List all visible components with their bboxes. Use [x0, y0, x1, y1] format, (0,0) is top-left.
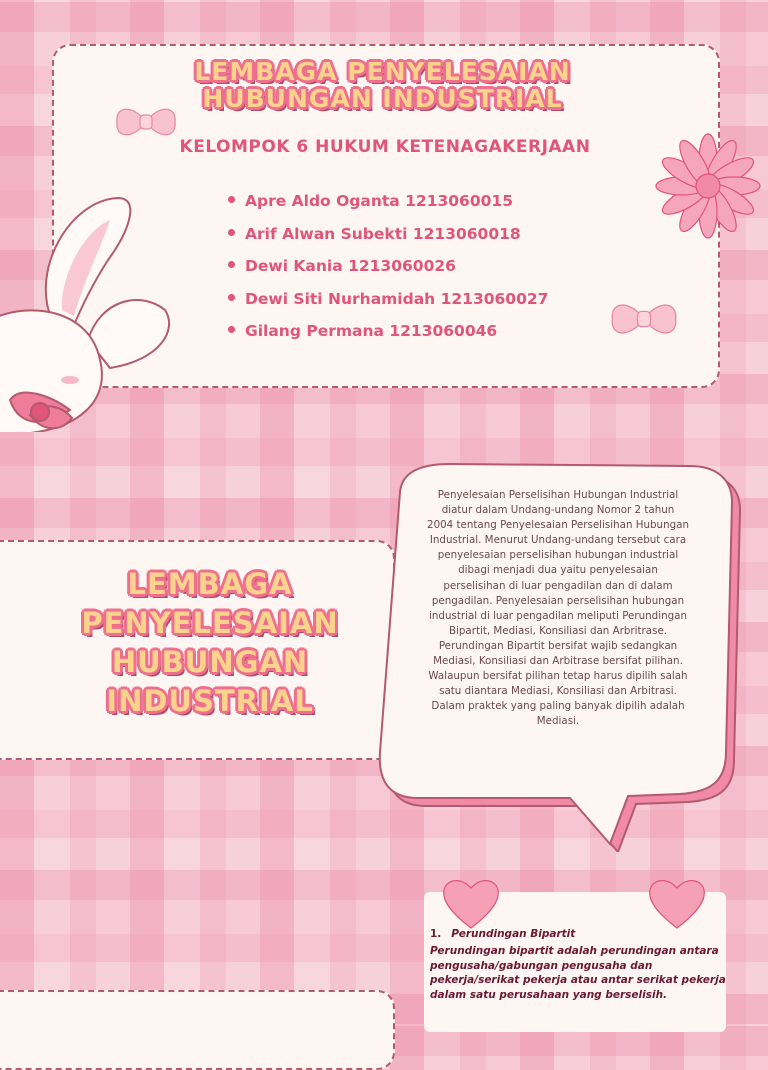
bottom-card — [0, 990, 395, 1070]
slide2-title: LEMBAGA PENYELESAIAN HUBUNGAN INDUSTRIAL — [81, 567, 339, 718]
list-item: Apre Aldo Oganta 1213060015 — [228, 185, 548, 218]
heart-icon — [646, 874, 708, 932]
flower-icon — [650, 128, 766, 244]
cover-title: LEMBAGA PENYELESAIAN HUBUNGAN INDUSTRIAL — [194, 57, 571, 113]
bow-icon — [608, 295, 680, 343]
bullet-icon — [228, 326, 235, 333]
group-subtitle: KELOMPOK 6 HUKUM KETENAGAKERJAAN — [179, 137, 591, 157]
list-item: Dewi Kania 1213060026 — [228, 250, 548, 283]
list-item: Arif Alwan Subekti 1213060018 — [228, 218, 548, 251]
bunny-illustration — [0, 190, 180, 432]
heart-icon — [440, 874, 502, 932]
member-list — [228, 185, 548, 348]
list-item: Gilang Permana 1213060046 — [228, 315, 548, 348]
bullet-icon — [228, 294, 235, 301]
bullet-icon — [228, 261, 235, 268]
bullet-icon — [228, 229, 235, 236]
description-paragraph: Penyelesaian Perselisihan Hubungan Industrial diatur dalam Undang-undang Nomor 2 tahun 2004 tentang Penyelesaian Perselisihan Hubungan Industrial. Menurut Undang-undang tersebut cara penyelesaian perselisihan hubungan industrial dibagi menjadi dua yaitu penyelesaian perselisihan di luar pengadilan dan di dalam pengadilan. Penyelesaian perselisihan hubungan industrial di luar pengadilan meliputi Perundingan Bipartit, Mediasi, Konsiliasi dan Arbritrase. Perundingan Bipartit bersifat wajib sedangkan Mediasi, Konsiliasi dan Arbitrase bersifat pilihan. Walaupun bersifat pilihan tetap harus dipilih salah satu diantara Mediasi, Konsiliasi dan Arbitrasi. Dalam praktek yang paling banyak dipilih adalah Mediasi. — [427, 489, 689, 728]
section-heading: 1. Perundingan Bipartit — [430, 928, 576, 940]
slide-cover — [0, 0, 768, 432]
bullet-icon — [228, 196, 235, 203]
section-body: Perundingan bipartit adalah perundingan antara pengusaha/gabungan pengusaha dan pekerja/serikat pekerja atau antar serikat pekerja dalam satu perusahaan yang berselisih. — [430, 945, 726, 1001]
list-item: Dewi Siti Nurhamidah 1213060027 — [228, 283, 548, 316]
